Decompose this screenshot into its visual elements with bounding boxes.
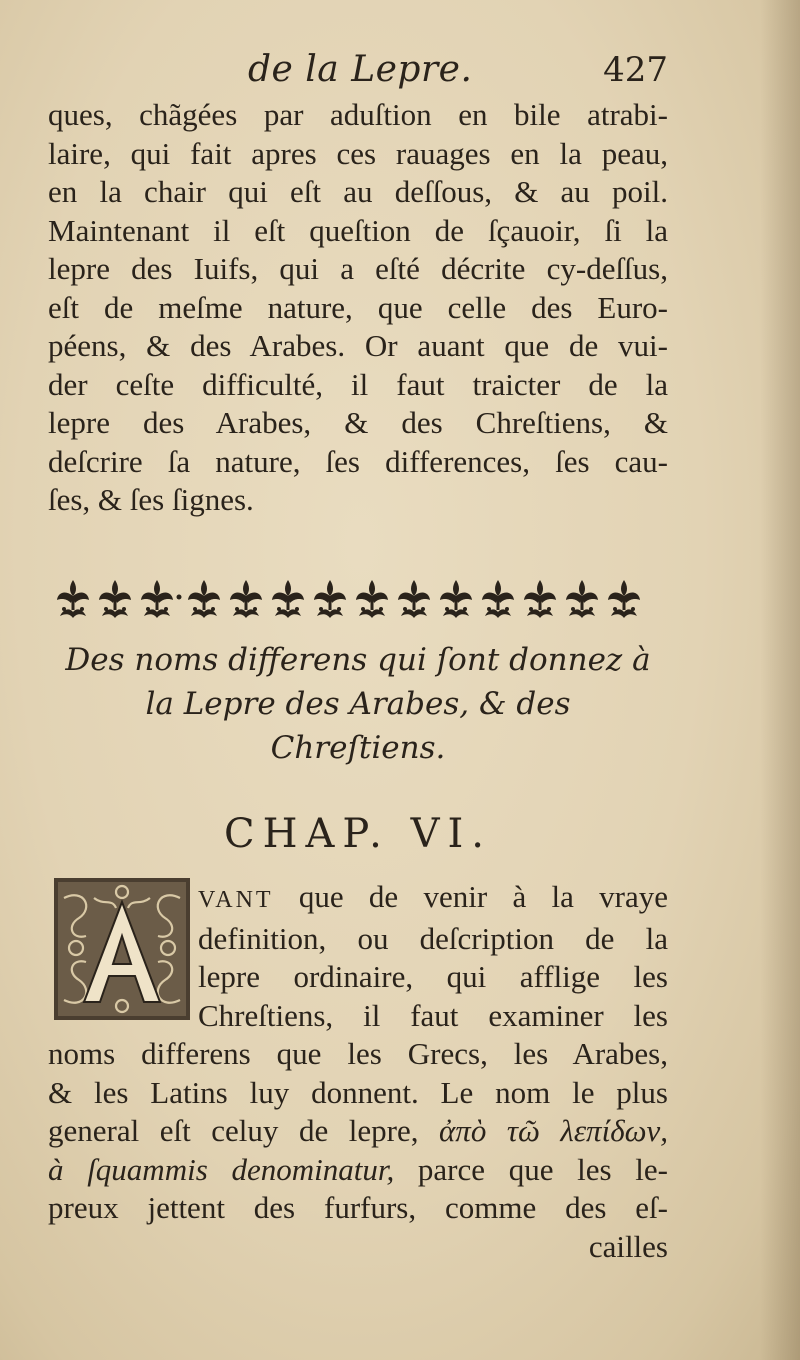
page-number: 427	[603, 50, 668, 90]
catchword: cailles	[588, 1228, 668, 1264]
text-line: lepre ordinaire, qui afflige les	[198, 959, 668, 994]
body-text-bottom	[48, 878, 668, 1266]
fleuron-ornament-band	[54, 572, 664, 622]
text-segment: general eſt celuy de lepre,	[48, 1113, 419, 1148]
text-line: laire, qui fait apres ces rauages en la peau,	[48, 135, 668, 171]
running-title: de la Lepre.	[248, 49, 473, 90]
text-line: preux jettent des furfurs, comme des eſ-	[48, 1190, 668, 1225]
text-line: lepre des Arabes, & des Chreſtiens, &	[48, 405, 668, 440]
text-line: péens, & des Arabes. Or auant que de vui-	[48, 328, 668, 363]
text-line: definition, ou deſcription de la	[198, 920, 668, 956]
chapter-label: CHAP. VI.	[223, 811, 492, 857]
chapter-title-line: Chreſtiens.	[270, 730, 446, 766]
text-line: eſt de meſme nature, que celle des Euro-	[48, 289, 668, 325]
text-line: deſcrire ſa nature, ſes differences, ſes cau-	[48, 443, 668, 479]
chapter-title	[48, 638, 668, 770]
text-line: ſes, & ſes ſignes.	[48, 482, 254, 517]
text-line: Chreſtiens, il faut examiner les	[198, 997, 668, 1033]
page-header	[48, 48, 668, 92]
text-line	[48, 1151, 668, 1190]
text-line: en la chair qui eſt au deſſous, & au poil.	[48, 174, 668, 209]
text-line: Maintenant il eſt queſtion de ſçauoir, ſi la	[48, 212, 668, 248]
chapter-title-line: la Lepre des Arabes, & des	[145, 686, 571, 722]
text-line: & les Latins luy donnent. Le nom le plus	[48, 1074, 668, 1110]
text-line: der ceſte difficulté, il faut traicter de la	[48, 366, 668, 402]
text-line: lepre des Iuifs, qui a eſté décrite cy-deſſus,	[48, 251, 668, 286]
opening-capitals: VANT	[198, 887, 274, 913]
latin-phrase: à ſquammis denominatur,	[48, 1151, 395, 1187]
chapter-title-line: Des noms differens qui ſont donnez à	[65, 642, 651, 678]
greek-phrase: ἀπὸ τῶ λεπίδων,	[439, 1113, 668, 1148]
text-line: ques, chãgées par aduſtion en bile atrabi-	[48, 97, 668, 132]
text-line	[48, 1112, 668, 1151]
body-text-top	[48, 96, 668, 520]
text-line: noms differens que les Grecs, les Arabes,	[48, 1036, 668, 1071]
text-segment: parce que les le-	[417, 1151, 668, 1187]
text-line	[48, 878, 668, 920]
text-segment: que de venir à la vraye	[298, 879, 669, 914]
